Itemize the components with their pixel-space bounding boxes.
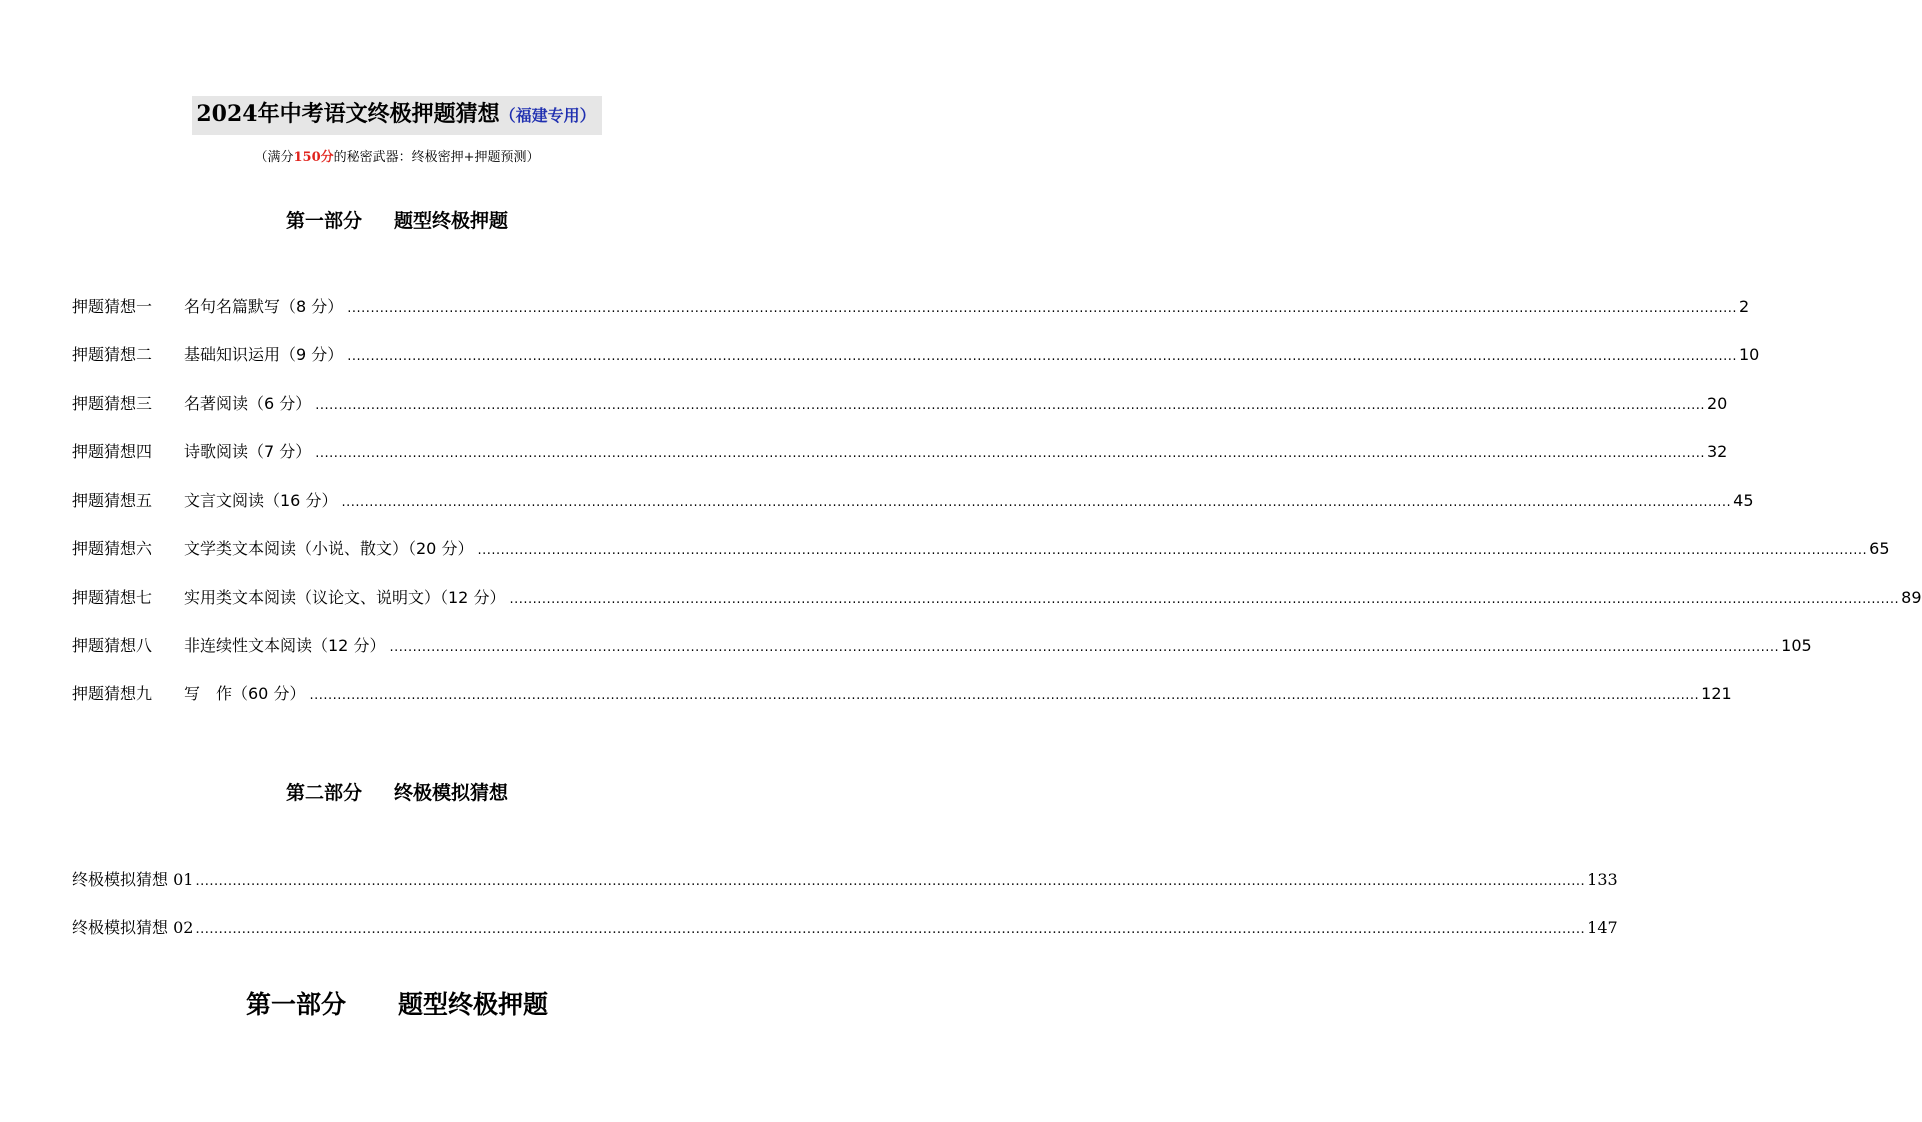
toc-leader: ............................................................................................................................................................................................................................................................................................................ bbox=[347, 349, 1737, 364]
simulation-leader: ............................................................................................................................................................................................................................................................................................................ bbox=[195, 874, 1586, 889]
part1-title: 题型终极押题 bbox=[394, 210, 509, 232]
toc-row-5[interactable] bbox=[72, 488, 1754, 512]
toc-row-8[interactable] bbox=[72, 633, 1812, 657]
toc-row-3[interactable] bbox=[72, 391, 1728, 415]
toc-label: 押题猜想一 bbox=[72, 297, 153, 316]
toc-name: 基础知识运用（9 分） bbox=[184, 345, 344, 364]
document-title bbox=[192, 96, 601, 135]
toc-row-7[interactable] bbox=[72, 585, 1922, 609]
simulation-row-1[interactable] bbox=[72, 867, 1618, 891]
toc-page: 121 bbox=[1701, 684, 1732, 703]
toc-leader: ............................................................................................................................................................................................................................................................................................................ bbox=[477, 543, 1868, 558]
toc-name: 名句名篇默写（8 分） bbox=[184, 297, 344, 316]
simulation-page: 133 bbox=[1587, 870, 1618, 889]
toc-name: 实用类文本阅读（议论文、说明文）（12 分） bbox=[184, 588, 506, 607]
toc-leader: ............................................................................................................................................................................................................................................................................................................ bbox=[347, 301, 1737, 316]
simulation-page: 147 bbox=[1587, 918, 1618, 937]
toc-name: 写 作（60 分） bbox=[184, 684, 306, 703]
toc-name: 非连续性文本阅读（12 分） bbox=[184, 636, 386, 655]
part2-title: 终极模拟猜想 bbox=[394, 782, 509, 804]
toc-leader: ............................................................................................................................................................................................................................................................................................................ bbox=[315, 446, 1705, 461]
toc-page: 65 bbox=[1869, 539, 1890, 558]
simulation-leader: ............................................................................................................................................................................................................................................................................................................ bbox=[195, 922, 1586, 937]
toc-label: 押题猜想八 bbox=[72, 636, 153, 655]
toc-leader: ............................................................................................................................................................................................................................................................................................................ bbox=[389, 640, 1780, 655]
part1-body-heading bbox=[0, 988, 794, 1022]
document-title-main: 2024年中考语文终极押题猜想 bbox=[196, 101, 500, 127]
document-title-region: （福建专用） bbox=[499, 106, 596, 125]
toc-page: 45 bbox=[1733, 491, 1754, 510]
toc-leader: ............................................................................................................................................................................................................................................................................................................ bbox=[509, 592, 1900, 607]
toc-page: 32 bbox=[1706, 442, 1728, 461]
part1-body-title: 题型终极押题 bbox=[398, 990, 549, 1019]
simulation-row-2[interactable] bbox=[72, 915, 1618, 939]
toc-row-4[interactable] bbox=[72, 439, 1728, 463]
part2-heading bbox=[0, 780, 794, 806]
toc-label: 押题猜想五 bbox=[72, 491, 153, 510]
toc-leader: ............................................................................................................................................................................................................................................................................................................ bbox=[315, 398, 1705, 413]
document-title-wrap bbox=[0, 96, 794, 135]
toc-name: 诗歌阅读（7 分） bbox=[184, 442, 312, 461]
toc-label: 押题猜想四 bbox=[72, 442, 153, 461]
toc-label: 押题猜想三 bbox=[72, 394, 153, 413]
toc-row-6[interactable] bbox=[72, 536, 1890, 560]
toc-row-1[interactable] bbox=[72, 294, 1750, 318]
toc-page: 89 bbox=[1901, 588, 1922, 607]
part2-label: 第二部分 bbox=[285, 782, 362, 804]
part1-body-label: 第一部分 bbox=[245, 990, 346, 1019]
part1-label: 第一部分 bbox=[285, 210, 362, 232]
toc-label: 押题猜想六 bbox=[72, 539, 153, 558]
toc-page: 105 bbox=[1781, 636, 1812, 655]
toc-name: 文言文阅读（16 分） bbox=[184, 491, 338, 510]
toc-label: 押题猜想九 bbox=[72, 684, 153, 703]
toc-row-2[interactable] bbox=[72, 342, 1760, 366]
part1-heading bbox=[0, 208, 794, 234]
subtitle-prefix: （满分 bbox=[254, 150, 294, 165]
toc-page: 2 bbox=[1738, 297, 1750, 316]
toc-name: 文学类文本阅读（小说、散文）（20 分） bbox=[184, 539, 474, 558]
subtitle-highlight: 150分 bbox=[293, 150, 334, 165]
toc-leader: ............................................................................................................................................................................................................................................................................................................ bbox=[309, 688, 1700, 703]
simulation-name: 终极模拟猜想 02 bbox=[72, 918, 194, 937]
toc-page: 10 bbox=[1738, 345, 1760, 364]
toc-label: 押题猜想二 bbox=[72, 345, 153, 364]
document-subtitle bbox=[0, 149, 794, 167]
toc-label: 押题猜想七 bbox=[72, 588, 153, 607]
toc-page: 20 bbox=[1706, 394, 1728, 413]
toc-row-9[interactable] bbox=[72, 681, 1732, 705]
toc-leader: ............................................................................................................................................................................................................................................................................................................ bbox=[341, 495, 1732, 510]
toc-name: 名著阅读（6 分） bbox=[184, 394, 312, 413]
subtitle-suffix: 的秘密武器：终极密押+押题预测） bbox=[333, 150, 540, 165]
simulation-name: 终极模拟猜想 01 bbox=[72, 870, 194, 889]
